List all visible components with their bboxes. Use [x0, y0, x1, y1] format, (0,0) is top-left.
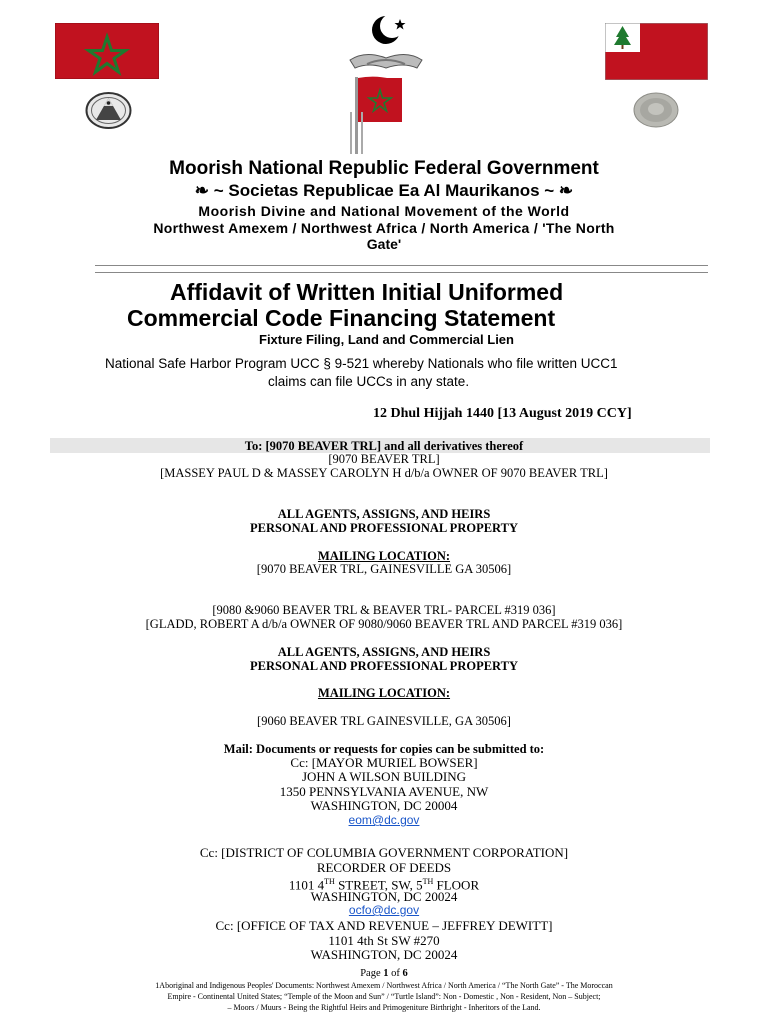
agents-1a: ALL AGENTS, ASSIGNS, AND HEIRS [277, 507, 491, 521]
cc3-name: Cc: [OFFICE OF TAX AND REVENUE – JEFFREY DEWITT] [215, 918, 553, 933]
title-line-2: Commercial Code Financing Statement [127, 305, 556, 331]
morocco-flag [55, 23, 159, 79]
cc1-line-3: 1350 PENNSYLVANIA AVENUE, NW [279, 784, 489, 799]
agents-1b: PERSONAL AND PROFESSIONAL PROPERTY [249, 521, 518, 535]
cc1-email-link[interactable]: eom@dc.gov [348, 813, 420, 827]
footnote-line-1: 1Aboriginal and Indigenous Peoples' Documents: Northwest Amexem / Northwest Africa / North America / “The North Gate” - The Moroccan [155, 981, 613, 990]
header-line-2: ❧ ~ Societas Republicae Ea Al Maurikanos ~ ❧ [194, 181, 574, 200]
coin-seal-icon [633, 92, 679, 128]
to-owner-1: [MASSEY PAUL D & MASSEY CAROLYN H d/b/a OWNER OF 9070 BEAVER TRL] [160, 466, 608, 480]
crescent-handshake-emblem-icon [345, 12, 427, 154]
divider-top [95, 265, 708, 266]
page-number [0, 968, 768, 980]
to-owner-2: [GLADD, ROBERT A d/b/a OWNER OF 9080/9060 BEAVER TRL AND PARCEL #319 036] [145, 617, 623, 631]
cc2-line-3c: FLOOR [433, 877, 480, 893]
mailing-label-2: MAILING LOCATION: [317, 686, 451, 700]
to-label: To: [9070 BEAVER TRL] and all derivatives thereof [244, 439, 524, 453]
agents-2a: ALL AGENTS, ASSIGNS, AND HEIRS [277, 645, 491, 659]
cc3-line-3: WASHINGTON, DC 20024 [310, 947, 458, 962]
pyramid-seal-icon [85, 92, 132, 129]
cc2-line-3a: 1101 4 [288, 877, 325, 893]
divider-bottom [95, 272, 708, 273]
cc1-name: Cc: [MAYOR MURIEL BOWSER] [290, 755, 478, 770]
mailing-label-1: MAILING LOCATION: [317, 549, 451, 563]
page-current: 1 [383, 968, 389, 979]
cc1-line-2: JOHN A WILSON BUILDING [301, 769, 467, 784]
header-line-4a: Northwest Amexem / Northwest Africa / North America / 'The North [153, 220, 615, 236]
cc2-email-link[interactable]: ocfo@dc.gov [348, 903, 420, 917]
new-england-flag [605, 23, 708, 80]
header-line-1: Moorish National Republic Federal Government [169, 158, 599, 179]
cc2-sup-1: TH [324, 877, 335, 886]
page-total: 6 [402, 968, 408, 979]
mail-label: Mail: Documents or requests for copies can be submitted to: [223, 742, 545, 756]
cc2-line-3b: STREET, SW, 5 [334, 877, 423, 893]
title-line-1: Affidavit of Written Initial Uniformed [170, 279, 564, 305]
page-prefix: Page [360, 968, 384, 979]
mailing-address-1: [9070 BEAVER TRL, GAINESVILLE GA 30506] [256, 562, 512, 576]
safe-harbor-line-a: National Safe Harbor Program UCC § 9-521 whereby Nationals who file written UCC1 [105, 356, 618, 371]
to-address-2: [9080 &9060 BEAVER TRL & BEAVER TRL- PARCEL #319 036] [212, 603, 556, 617]
document-date: 12 Dhul Hijjah 1440 [13 August 2019 CCY] [373, 406, 632, 421]
cc2-line-4: WASHINGTON, DC 20024 [310, 889, 458, 904]
cc2-line-2: RECORDER OF DEEDS [316, 860, 452, 875]
mailing-address-2: [9060 BEAVER TRL GAINESVILLE, GA 30506] [257, 714, 511, 728]
cc2-sup-2: TH [422, 877, 434, 886]
cc3-line-2: 1101 4th St SW #270 [328, 933, 440, 948]
cc2-name: Cc: [DISTRICT OF COLUMBIA GOVERNMENT CORPORATION] [199, 845, 569, 860]
cc1-line-4: WASHINGTON, DC 20004 [310, 798, 458, 813]
to-address-1: [9070 BEAVER TRL] [328, 452, 440, 466]
page-mid: of [388, 968, 403, 979]
subtitle: Fixture Filing, Land and Commercial Lien [259, 332, 514, 347]
footnote-line-2: Empire - Continental United States; “Temple of the Moon and Sun” / “Turtle Island”: Non - Domestic , Non - Resident, Non – Subject; [167, 992, 601, 1001]
safe-harbor-line-b: claims can file UCCs in any state. [268, 374, 470, 389]
header-line-3: Moorish Divine and National Movement of the World [198, 203, 570, 219]
footnote-line-3: – Moors / Muurs - Being the Rightful Heirs and Primogeniture Birthright - Inheritors of the Land. [227, 1003, 541, 1012]
header-line-4b: Gate' [366, 236, 402, 252]
agents-2b: PERSONAL AND PROFESSIONAL PROPERTY [249, 659, 518, 673]
